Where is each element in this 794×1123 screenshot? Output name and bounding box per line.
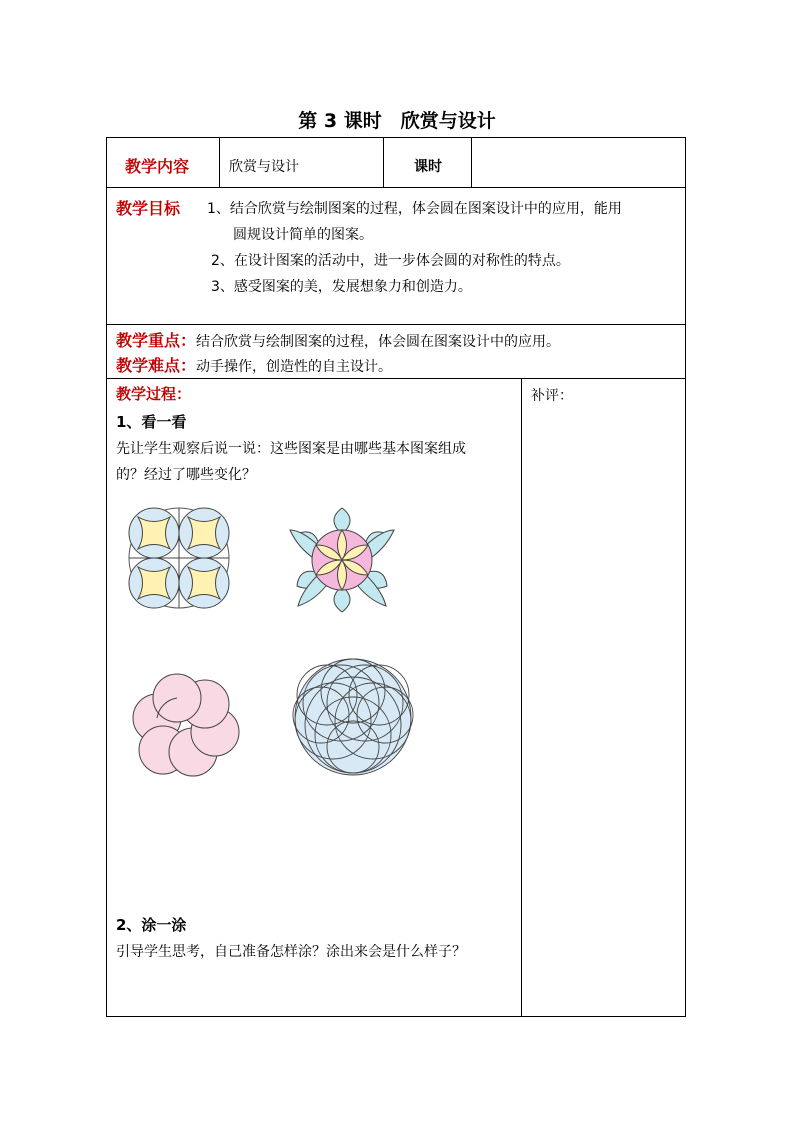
goal-1: 1、结合欣赏与绘制图案的过程，体会圆在图案设计中的应用，能用 <box>207 201 622 217</box>
process-divider <box>521 379 522 1017</box>
section1-title: 1、看一看 <box>116 413 187 431</box>
section2-title: 2、涂一涂 <box>116 916 187 934</box>
goals-label: 教学目标 <box>116 199 181 218</box>
key-point-line <box>116 328 560 351</box>
pink-circles <box>133 674 239 776</box>
section1-line2: 的？经过了哪些变化？ <box>116 467 256 483</box>
four-circle-pattern <box>127 506 231 610</box>
flower-pattern <box>282 508 402 612</box>
header-divider-2 <box>383 138 384 188</box>
process-label: 教学过程： <box>116 385 192 403</box>
difficulty-line <box>116 353 392 376</box>
goal-3: 3、感受图案的美，发展想象力和创造力。 <box>211 279 472 295</box>
difficulty-text: 动手操作，创造性的自主设计。 <box>196 359 393 375</box>
key-point-label: 教学重点： <box>116 331 197 350</box>
section1-line1: 先让学生观察后说一说：这些图案是由哪些基本图案组成 <box>116 441 466 457</box>
notes-label: 补评： <box>531 388 573 404</box>
goals-row <box>107 188 685 325</box>
page-title: 第 3 课时 欣赏与设计 <box>298 110 496 132</box>
curved-square-tl <box>138 517 170 549</box>
pinwheel-circles-pattern <box>130 674 240 778</box>
goal-2: 2、在设计图案的活动中，进一步体会圆的对称性的特点。 <box>211 253 570 269</box>
header-divider-3 <box>471 138 472 188</box>
curved-square-tr <box>188 517 220 549</box>
header-row <box>107 138 685 188</box>
goal-1-cont: 圆规设计简单的图案。 <box>233 227 373 243</box>
section2-line1: 引导学生思考，自己准备怎样涂？涂出来会是什么样子？ <box>116 944 466 960</box>
content-value: 欣赏与设计 <box>229 159 299 175</box>
curved-square-br <box>188 567 220 599</box>
blue-circles <box>293 659 413 775</box>
content-label: 教学内容 <box>125 157 190 176</box>
curved-square-bl <box>138 567 170 599</box>
key-points-row <box>107 325 685 379</box>
difficulty-label: 教学难点： <box>116 356 197 375</box>
header-divider-1 <box>219 138 220 188</box>
period-label: 课时 <box>414 159 442 175</box>
nested-circles-pattern <box>292 656 414 778</box>
key-point-text: 结合欣赏与绘制图案的过程，体会圆在图案设计中的应用。 <box>196 334 561 350</box>
